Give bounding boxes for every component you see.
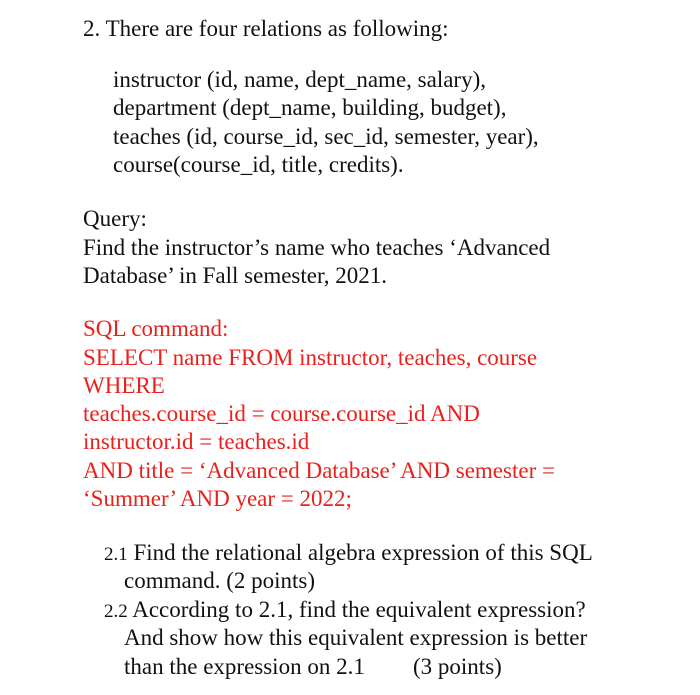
sql-line-6: ‘Summer’ AND year = 2022; <box>83 486 352 511</box>
relation-course: course(course_id, title, credits). <box>113 152 404 177</box>
relation-department: department (dept_name, building, budget), <box>113 95 507 120</box>
query-line-2: Database’ in Fall semester, 2021. <box>83 263 387 288</box>
sql-line-1: SELECT name FROM instructor, teaches, course <box>83 345 538 370</box>
query-label: Query: <box>83 206 147 231</box>
query-line-1: Find the instructor’s name who teaches ‘Advanced <box>83 235 551 260</box>
question-heading: 2. There are four relations as following: <box>83 16 449 41</box>
subquestion-2-2-line-2: And show how this equivalent expression is better <box>124 625 588 650</box>
subquestion-number: 2.1 <box>104 544 128 565</box>
relation-teaches: teaches (id, course_id, sec_id, semester, year), <box>113 124 539 149</box>
sql-label: SQL command: <box>83 316 229 341</box>
subquestion-2-2-line-3: than the expression on 2.1 <box>124 654 365 679</box>
relation-instructor: instructor (id, name, dept_name, salary), <box>113 67 486 92</box>
sql-line-3: teaches.course_id = course.course_id AND <box>83 401 480 426</box>
subquestion-number: 2.2 <box>104 601 128 622</box>
subquestion-2-2-points: (3 points) <box>413 654 502 679</box>
subquestion-2-1-line-2: command. (2 points) <box>124 568 315 593</box>
sql-line-2: WHERE <box>83 373 165 398</box>
subquestion-2-2 <box>104 596 586 626</box>
subquestion-text: Find the relational algebra expression of this SQL <box>133 540 593 565</box>
sql-line-5: AND title = ‘Advanced Database’ AND semester = <box>83 458 555 483</box>
subquestion-2-1 <box>104 539 593 569</box>
sql-line-4: instructor.id = teaches.id <box>83 429 310 454</box>
subquestion-text: According to 2.1, find the equivalent expression? <box>132 597 586 622</box>
